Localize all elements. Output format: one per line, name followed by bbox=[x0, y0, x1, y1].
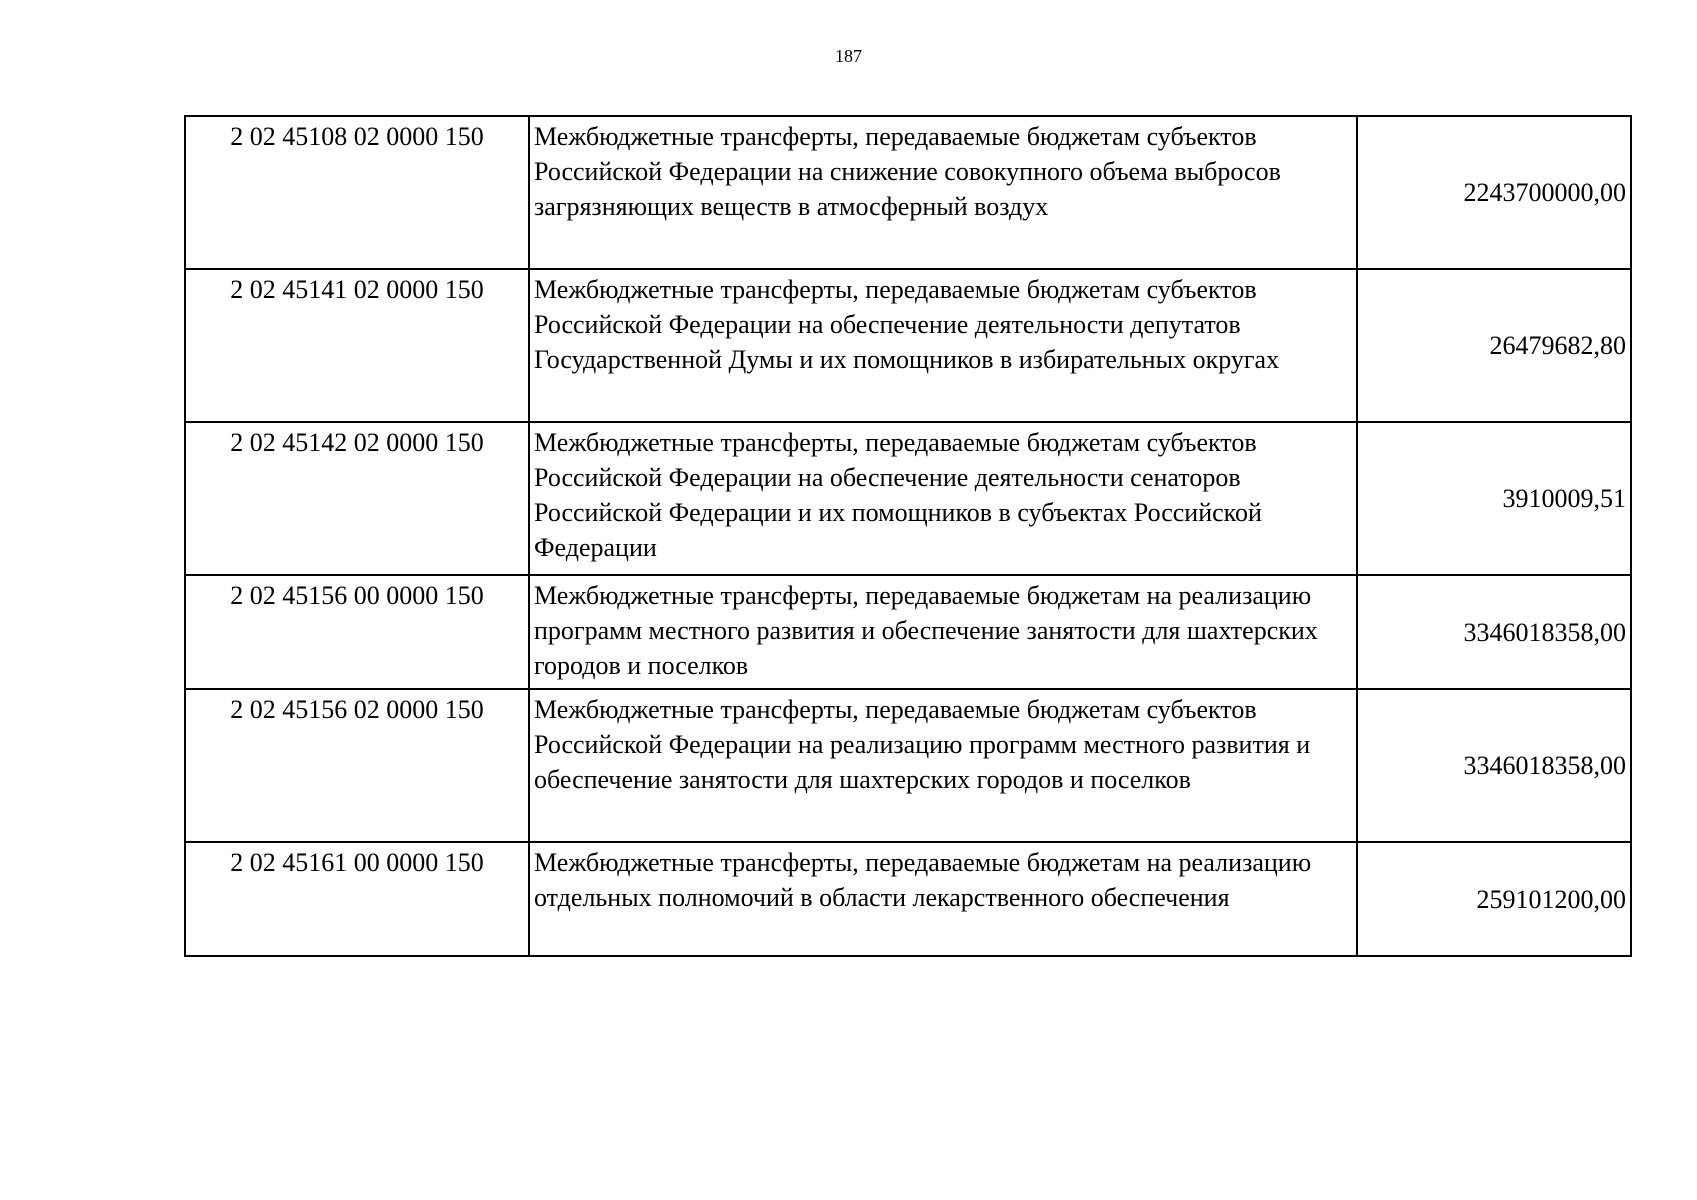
description-cell: Межбюджетные трансферты, передаваемые бюджетам на реализацию отдельных полномочий в области лекарственного обеспечения bbox=[529, 842, 1357, 956]
table-row bbox=[185, 575, 1631, 689]
amount-cell: 26479682,80 bbox=[1357, 269, 1631, 422]
budget-code-cell: 2 02 45108 02 0000 150 bbox=[185, 116, 529, 269]
table-row bbox=[185, 269, 1631, 422]
amount-cell: 3346018358,00 bbox=[1357, 689, 1631, 842]
description-cell: Межбюджетные трансферты, передаваемые бюджетам субъектов Российской Федерации на обеспечение деятельности сенаторов Российской Федерации и их помощников в субъектах Российской Федерации bbox=[529, 422, 1357, 575]
budget-code-cell: 2 02 45161 00 0000 150 bbox=[185, 842, 529, 956]
table-row bbox=[185, 689, 1631, 842]
budget-table bbox=[184, 115, 1632, 957]
budget-code-cell: 2 02 45156 02 0000 150 bbox=[185, 689, 529, 842]
description-cell: Межбюджетные трансферты, передаваемые бюджетам субъектов Российской Федерации на обеспечение деятельности депутатов Государственной Думы и их помощников в избирательных округах bbox=[529, 269, 1357, 422]
table-row bbox=[185, 842, 1631, 956]
table-row bbox=[185, 422, 1631, 575]
budget-code-cell: 2 02 45142 02 0000 150 bbox=[185, 422, 529, 575]
amount-cell: 3346018358,00 bbox=[1357, 575, 1631, 689]
page-number: 187 bbox=[835, 46, 862, 66]
description-cell: Межбюджетные трансферты, передаваемые бюджетам субъектов Российской Федерации на снижение совокупного объема выбросов загрязняющих веществ в атмосферный воздух bbox=[529, 116, 1357, 269]
amount-cell: 3910009,51 bbox=[1357, 422, 1631, 575]
budget-code-cell: 2 02 45156 00 0000 150 bbox=[185, 575, 529, 689]
amount-cell: 2243700000,00 bbox=[1357, 116, 1631, 269]
amount-cell: 259101200,00 bbox=[1357, 842, 1631, 956]
description-cell: Межбюджетные трансферты, передаваемые бюджетам субъектов Российской Федерации на реализацию программ местного развития и обеспечение занятости для шахтерских городов и поселков bbox=[529, 689, 1357, 842]
budget-code-cell: 2 02 45141 02 0000 150 bbox=[185, 269, 529, 422]
description-cell: Межбюджетные трансферты, передаваемые бюджетам на реализацию программ местного развития и обеспечение занятости для шахтерских городов и поселков bbox=[529, 575, 1357, 689]
table-row bbox=[185, 116, 1631, 269]
